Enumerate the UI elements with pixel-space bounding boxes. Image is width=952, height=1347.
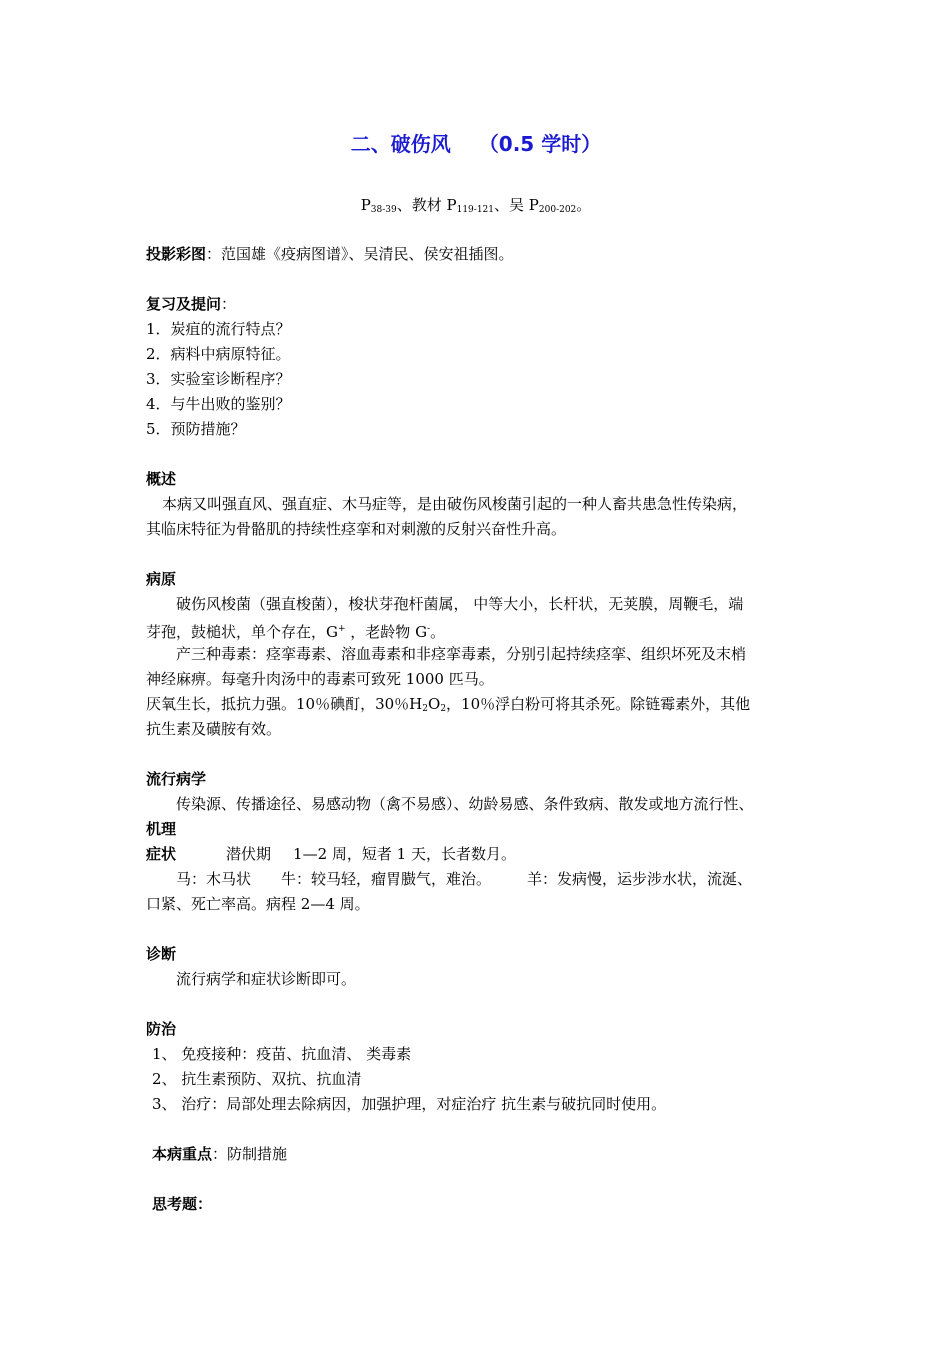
gram-negative-sup: - [427, 624, 431, 634]
pathogen-text-2c: 。 [430, 623, 446, 641]
review-item: 1．炭疽的流行特点？ [146, 320, 291, 338]
title-hours: （0.5 学时） [478, 132, 602, 156]
ref-p: P [360, 196, 371, 214]
symptoms-heading: 症状 [146, 845, 177, 863]
pathogen-text-5a: 厌氧生长，抵抗力强。10％碘酊，30％H [146, 695, 423, 713]
o2-sub: 2 [440, 704, 447, 714]
pathogen-text-3: 产三种毒素：痉挛毒素、溶血毒素和非痉挛毒素，分别引起持续痉挛、组织坏死及末梢 [176, 645, 747, 663]
pathogen-text-4: 神经麻痹。每毫升肉汤中的毒素可致死 1000 匹马。 [146, 670, 494, 688]
projection-colon: ： [206, 245, 222, 263]
h2-sub: 2 [422, 704, 428, 714]
incubation-text: 1—2 周，短者 1 天，长者数月。 [293, 845, 516, 863]
prevention-item: 2、 抗生素预防、双抗、抗血清 [152, 1070, 362, 1088]
incubation-label: 潜伏期 [226, 845, 272, 863]
key-point-colon: ： [212, 1145, 228, 1163]
gram-positive-sup: + [337, 624, 346, 634]
projection-text: 范国雄《疫病图谱》、吴清民、侯安祖插图。 [221, 245, 514, 263]
symptoms-line-3: 口紧、死亡率高。病程 2—4 周。 [146, 895, 370, 913]
key-point-label: 本病重点 [152, 1145, 213, 1163]
projection-label: 投影彩图 [146, 245, 207, 263]
ref-wu-pages: 200-202 [538, 205, 577, 215]
pathogen-text-5 [146, 694, 812, 719]
page-title [0, 128, 952, 157]
pathogen-heading: 病原 [146, 570, 177, 588]
symptoms-line-2 [176, 869, 812, 889]
prevention-heading: 防治 [146, 1020, 177, 1038]
key-point-line [152, 1144, 812, 1164]
review-label: 复习及提问 [146, 295, 222, 313]
overview-text-2: 其临床特征为骨骼肌的持续性痉挛和对刺激的反射兴奋性升高。 [146, 520, 567, 538]
title-text: 二、破伤风 [350, 132, 451, 156]
ref-wu: 、吴 P [494, 196, 539, 214]
symptom-sheep: 羊：发病慢，运步涉水状，流涎、 [527, 870, 753, 888]
prevention-item: 3、 治疗：局部处理去除病因，加强护理，对症治疗 抗生素与破抗同时使用。 [152, 1095, 667, 1113]
overview-heading: 概述 [146, 470, 177, 488]
review-colon: ： [221, 295, 237, 313]
diagnosis-heading: 诊断 [146, 945, 177, 963]
pathogen-text-2 [146, 619, 812, 642]
ref-end: 。 [576, 196, 592, 214]
projection-line [146, 244, 812, 264]
overview-text-1: 本病又叫强直风、强直症、木马症等，是由破伤风梭菌引起的一种人畜共患急性传染病， [162, 495, 748, 513]
ref-textbook: 、教材 P [396, 196, 457, 214]
pathogen-text-5c: ，10％浮白粉可将其杀死。除链霉素外，其他 [446, 695, 751, 713]
epidemiology-heading: 流行病学 [146, 770, 207, 788]
review-item: 3．实验室诊断程序？ [146, 370, 291, 388]
mechanism-heading: 机理 [146, 820, 177, 838]
pathogen-text-5b: O [428, 695, 441, 713]
questions-heading: 思考题： [152, 1195, 213, 1213]
symptom-cattle: 牛：较马轻，瘤胃臌气，难治。 [281, 870, 492, 888]
pathogen-text-6: 抗生素及磺胺有效。 [146, 720, 282, 738]
review-item: 5．预防措施？ [146, 420, 246, 438]
ref-p-pages: 38-39 [370, 205, 397, 215]
symptoms-line-1 [146, 844, 812, 864]
key-point-text: 防制措施 [227, 1145, 288, 1163]
review-item: 2．病料中病原特征。 [146, 345, 291, 363]
ref-textbook-pages: 119-121 [456, 205, 495, 215]
pathogen-text-2a: 芽孢，鼓槌状，单个存在，G [146, 623, 338, 641]
pathogen-text-1: 破伤风梭菌（强直梭菌），梭状芽孢杆菌属， 中等大小，长杆状，无荚膜，周鞭毛，端 [176, 595, 744, 613]
review-heading [146, 294, 812, 314]
reference-line [0, 194, 952, 215]
symptom-horse: 马：木马状 [176, 870, 252, 888]
prevention-item: 1、 免疫接种：疫苗、抗血清、 类毒素 [152, 1045, 412, 1063]
diagnosis-text: 流行病学和症状诊断即可。 [176, 970, 357, 988]
pathogen-text-2b: ，老龄物 G [345, 623, 428, 641]
review-item: 4．与牛出败的鉴别？ [146, 395, 291, 413]
epidemiology-text: 传染源、传播途径、易感动物（禽不易感）、幼龄易感、条件致病、散发或地方流行性、 [176, 795, 754, 813]
